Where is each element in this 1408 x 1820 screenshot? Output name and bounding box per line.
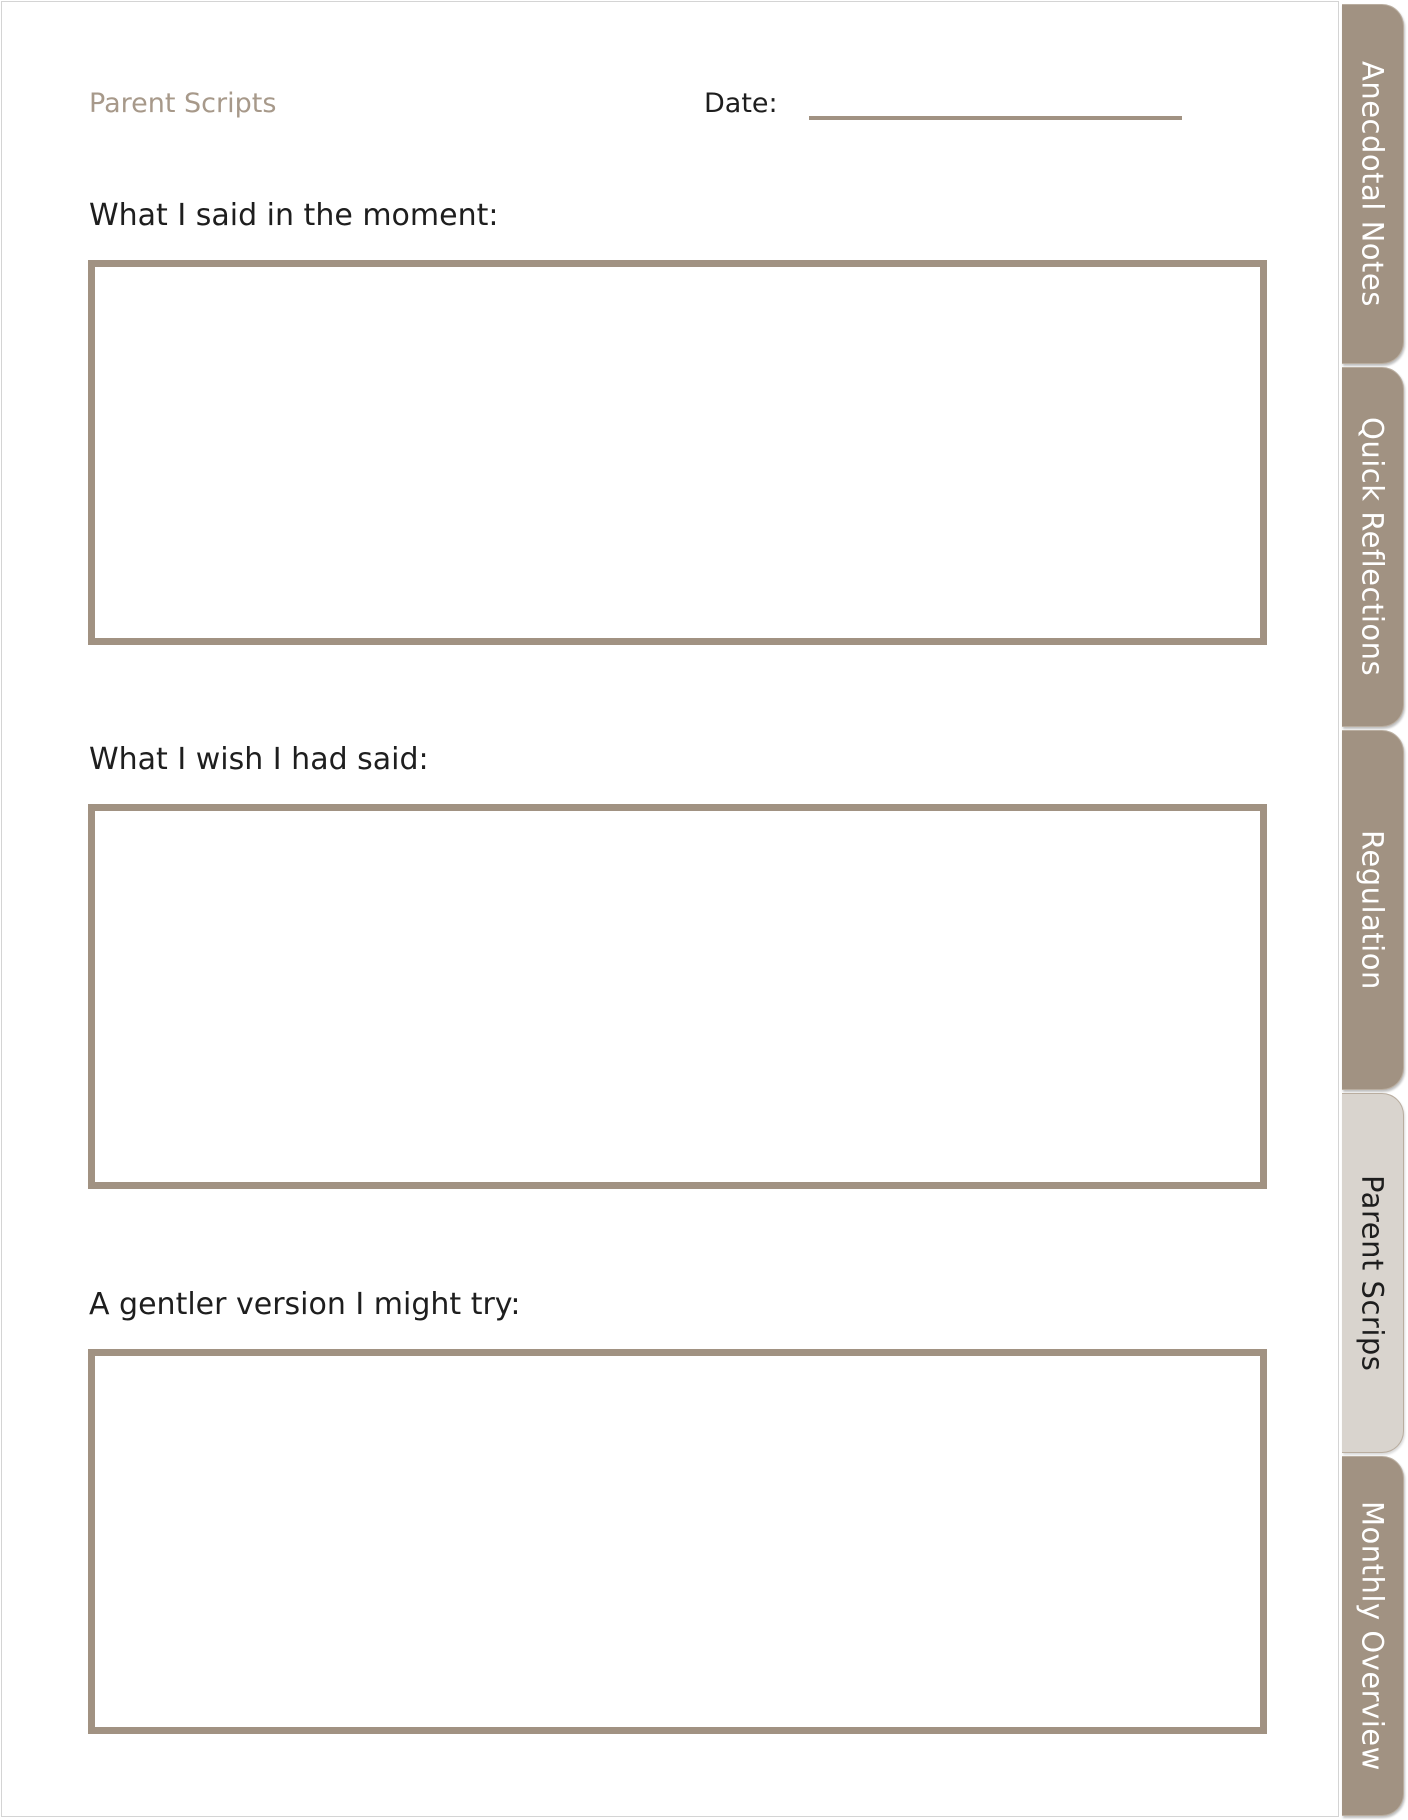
tab-parent-scripts[interactable] <box>1342 1093 1404 1453</box>
tab-label: Monthly Overview <box>1355 1501 1390 1771</box>
wish-had-said-box[interactable] <box>88 804 1267 1189</box>
tab-anecdotal-notes[interactable] <box>1342 4 1404 364</box>
tab-quick-reflections[interactable] <box>1342 367 1404 727</box>
wish-had-said-label: What I wish I had said: <box>89 742 429 777</box>
tab-regulation[interactable] <box>1342 730 1404 1090</box>
tab-monthly-overview[interactable] <box>1342 1456 1404 1816</box>
tab-label: Anecdotal Notes <box>1355 61 1390 307</box>
page-header-title: Parent Scripts <box>89 88 277 119</box>
date-label: Date: <box>704 88 778 119</box>
section-tabs <box>1342 4 1404 1817</box>
tab-label: Quick Reflections <box>1355 417 1390 677</box>
planner-page <box>1 1 1339 1817</box>
said-in-moment-label: What I said in the moment: <box>89 198 499 233</box>
date-field[interactable] <box>809 116 1182 120</box>
tab-label: Regulation <box>1355 830 1390 990</box>
gentler-version-label: A gentler version I might try: <box>89 1287 521 1322</box>
gentler-version-box[interactable] <box>88 1349 1267 1734</box>
said-in-moment-box[interactable] <box>88 260 1267 645</box>
tab-label: Parent Scrips <box>1355 1174 1390 1372</box>
